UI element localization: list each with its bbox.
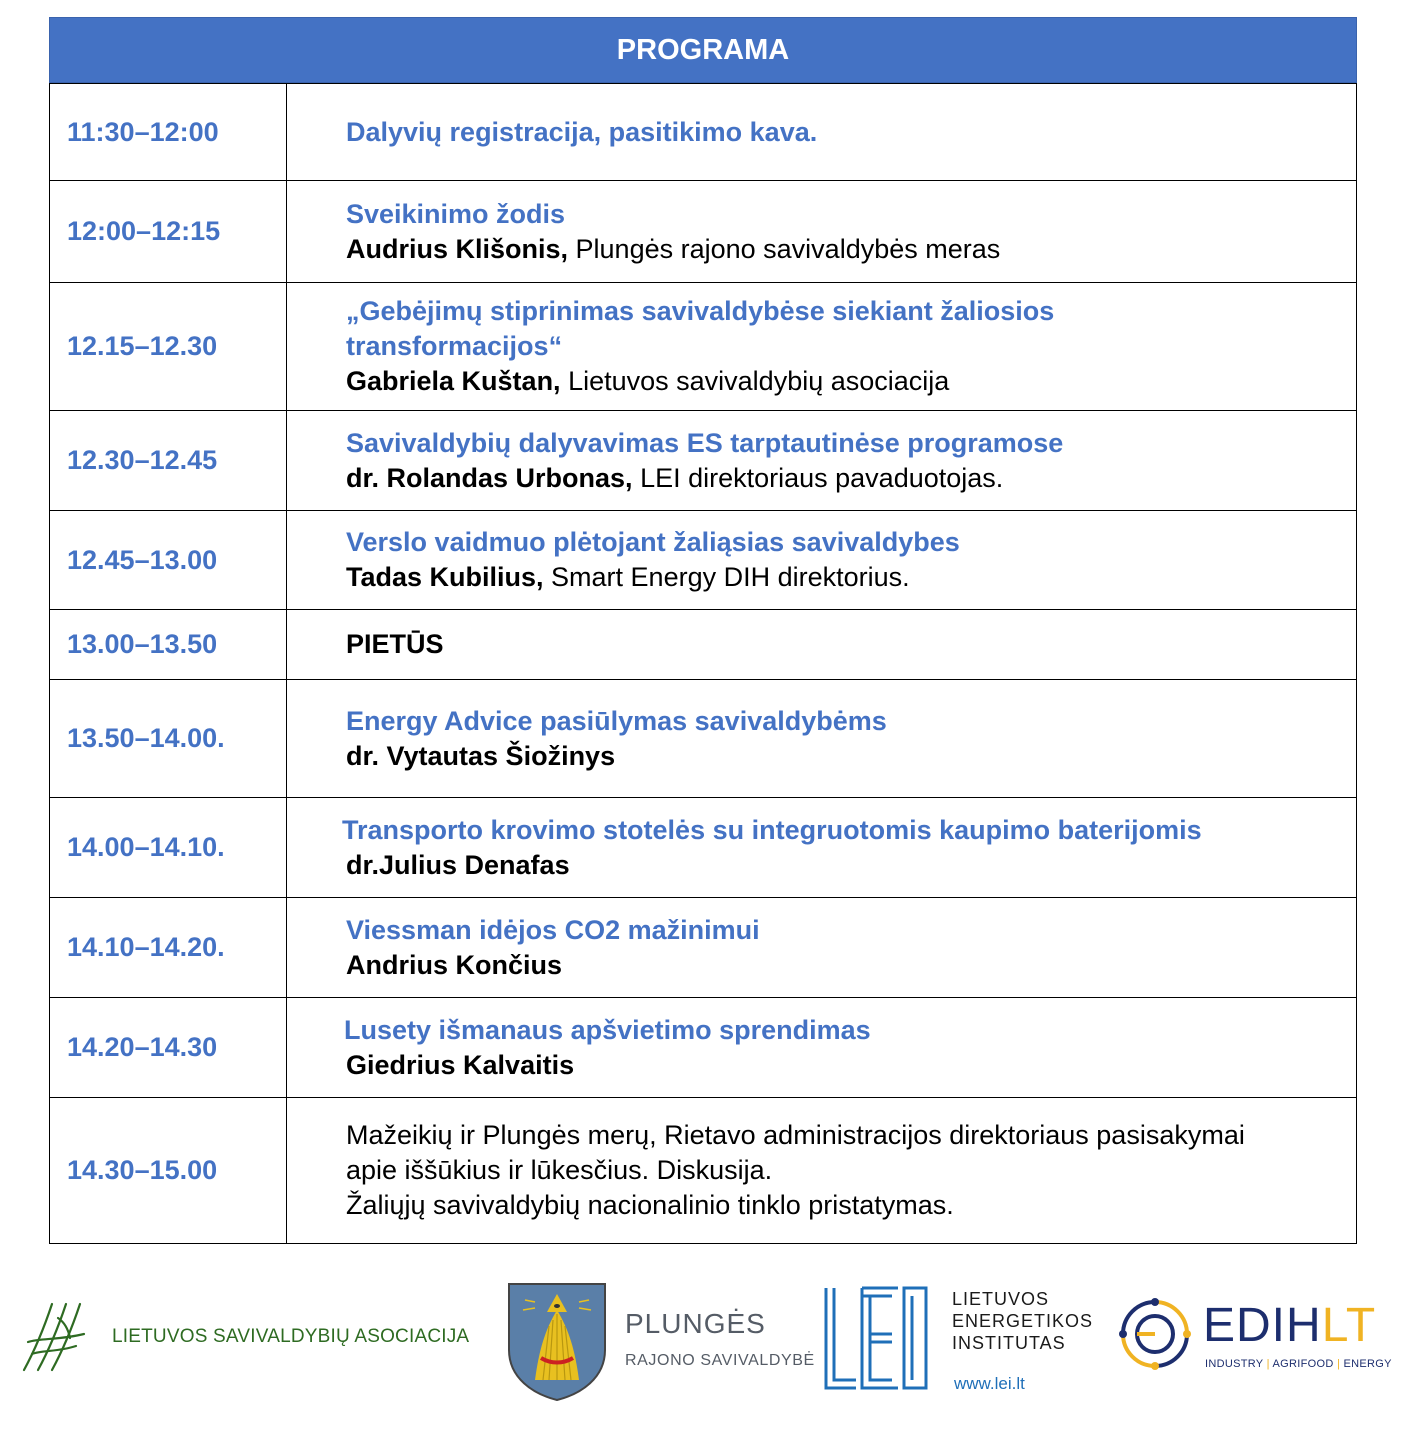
program-title: PROGRAMA: [616, 33, 790, 66]
time-cell: 14.20–14.30: [50, 998, 287, 1098]
topic-text: Lusety išmanaus apšvietimo sprendimas: [344, 1014, 871, 1045]
edih-wordmark: [1203, 1298, 1376, 1353]
plunge-logo: [505, 1280, 815, 1405]
speaker-role: LEI direktoriaus pavaduotojas.: [632, 462, 1004, 493]
time-cell: 14.10–14.20.: [50, 898, 287, 998]
topic-text: „Gebėjimų stiprinimas savivaldybėse siekiant žaliosios: [346, 296, 1055, 326]
speaker-role: Lietuvos savivaldybių asociacija: [560, 366, 950, 396]
desc-cell: [287, 798, 1357, 898]
speaker-name: Gabriela Kuštan,: [346, 366, 561, 396]
edih-logo: [1115, 1288, 1395, 1398]
lei-logo: [822, 1280, 1112, 1405]
table-row: [50, 798, 1357, 898]
table-row: [50, 84, 1357, 181]
lei-line2: ENERGETIKOS: [952, 1311, 1094, 1331]
desc-cell: [287, 511, 1357, 610]
table-row: [50, 1098, 1357, 1244]
speaker-role: Plungės rajono savivaldybės meras: [568, 233, 1001, 264]
table-row: [50, 181, 1357, 283]
plunge-title: PLUNGĖS: [625, 1308, 766, 1339]
program-header: [49, 17, 1357, 83]
topic-text: Verslo vaidmuo plėtojant žaliąsias savivaldybes: [346, 527, 960, 557]
desc-cell: [287, 181, 1357, 283]
topic-text: Dalyvių registracija, pasitikimo kava.: [346, 116, 818, 147]
table-row: [50, 411, 1357, 511]
lei-line1: LIETUVOS: [952, 1289, 1050, 1309]
table-row: [50, 998, 1357, 1098]
time-cell: 14.00–14.10.: [50, 798, 287, 898]
edih-circuit-icon: [1115, 1294, 1195, 1374]
desc-cell: [287, 283, 1357, 411]
desc-cell: [287, 1098, 1357, 1244]
edih-word-b: LT: [1321, 1299, 1377, 1352]
speaker-name: dr. Rolandas Urbonas,: [346, 462, 633, 493]
speaker-name: Giedrius Kalvaitis: [346, 1049, 575, 1080]
speaker-name: Andrius Končius: [346, 949, 563, 980]
lei-line3: INSTITUTAS: [952, 1333, 1066, 1353]
schedule-table: [49, 83, 1357, 1244]
speaker-role: Smart Energy DIH direktorius.: [543, 562, 910, 592]
desc-cell: [287, 898, 1357, 998]
program-table: [49, 17, 1357, 1244]
edih-tag: ENERGY: [1343, 1358, 1392, 1370]
topic-text: transformacijos“: [346, 331, 563, 361]
speaker-name: Tadas Kubilius,: [346, 562, 544, 592]
table-row: [50, 511, 1357, 610]
time-cell: 13.50–14.00.: [50, 680, 287, 798]
lsa-emblem-icon: [18, 1298, 98, 1378]
plunge-subtitle: RAJONO SAVIVALDYBĖ: [625, 1352, 815, 1369]
topic-text: Savivaldybių dalyvavimas ES tarptautinėse programose: [346, 427, 1064, 458]
speaker-name: dr.Julius Denafas: [346, 849, 570, 880]
lunch-label: PIETŪS: [346, 629, 444, 659]
lsa-name: LIETUVOS SAVIVALDYBIŲ ASOCIACIJA: [112, 1326, 470, 1347]
edih-word-a: EDIH: [1203, 1299, 1322, 1352]
table-row: [50, 610, 1357, 680]
edih-tag: INDUSTRY: [1205, 1358, 1264, 1370]
table-row: [50, 898, 1357, 998]
lsa-logo: [18, 1298, 488, 1378]
desc-cell: [287, 610, 1357, 680]
time-cell: 14.30–15.00: [50, 1098, 287, 1244]
lei-letters-icon: [822, 1284, 930, 1392]
plunge-coat-of-arms-icon: [505, 1280, 609, 1404]
time-cell: 11:30–12:00: [50, 84, 287, 181]
topic-text: Transporto krovimo stotelės su integruotomis kaupimo baterijomis: [342, 814, 1202, 845]
discussion-text: apie iššūkius ir lūkesčius. Diskusija.: [346, 1155, 773, 1185]
discussion-text: Mažeikių ir Plungės merų, Rietavo administracijos direktoriaus pasisakymai: [346, 1120, 1245, 1150]
desc-cell: [287, 84, 1357, 181]
time-cell: 12.45–13.00: [50, 511, 287, 610]
time-cell: 12:00–12:15: [50, 181, 287, 283]
desc-cell: [287, 680, 1357, 798]
edih-tagline: INDUSTRY | AGRIFOOD | ENERGY: [1205, 1358, 1392, 1370]
speaker-name: dr. Vytautas Šiožinys: [346, 740, 616, 771]
desc-cell: [287, 411, 1357, 511]
time-cell: 13.00–13.50: [50, 610, 287, 680]
time-cell: 12.15–12.30: [50, 283, 287, 411]
topic-text: Viessman idėjos CO2 mažinimui: [346, 914, 760, 945]
speaker-name: Audrius Klišonis,: [346, 233, 569, 264]
table-row: [50, 283, 1357, 411]
time-cell: 12.30–12.45: [50, 411, 287, 511]
topic-text: Sveikinimo žodis: [346, 198, 566, 229]
desc-cell: [287, 998, 1357, 1098]
sponsor-logos: [0, 1270, 1418, 1420]
discussion-text: Žaliųjų savivaldybių nacionalinio tinklo pristatymas.: [346, 1190, 954, 1220]
edih-tag: AGRIFOOD: [1272, 1358, 1334, 1370]
topic-text: Energy Advice pasiūlymas savivaldybėms: [346, 705, 887, 736]
lei-url: www.lei.lt: [954, 1374, 1025, 1393]
table-row: [50, 680, 1357, 798]
